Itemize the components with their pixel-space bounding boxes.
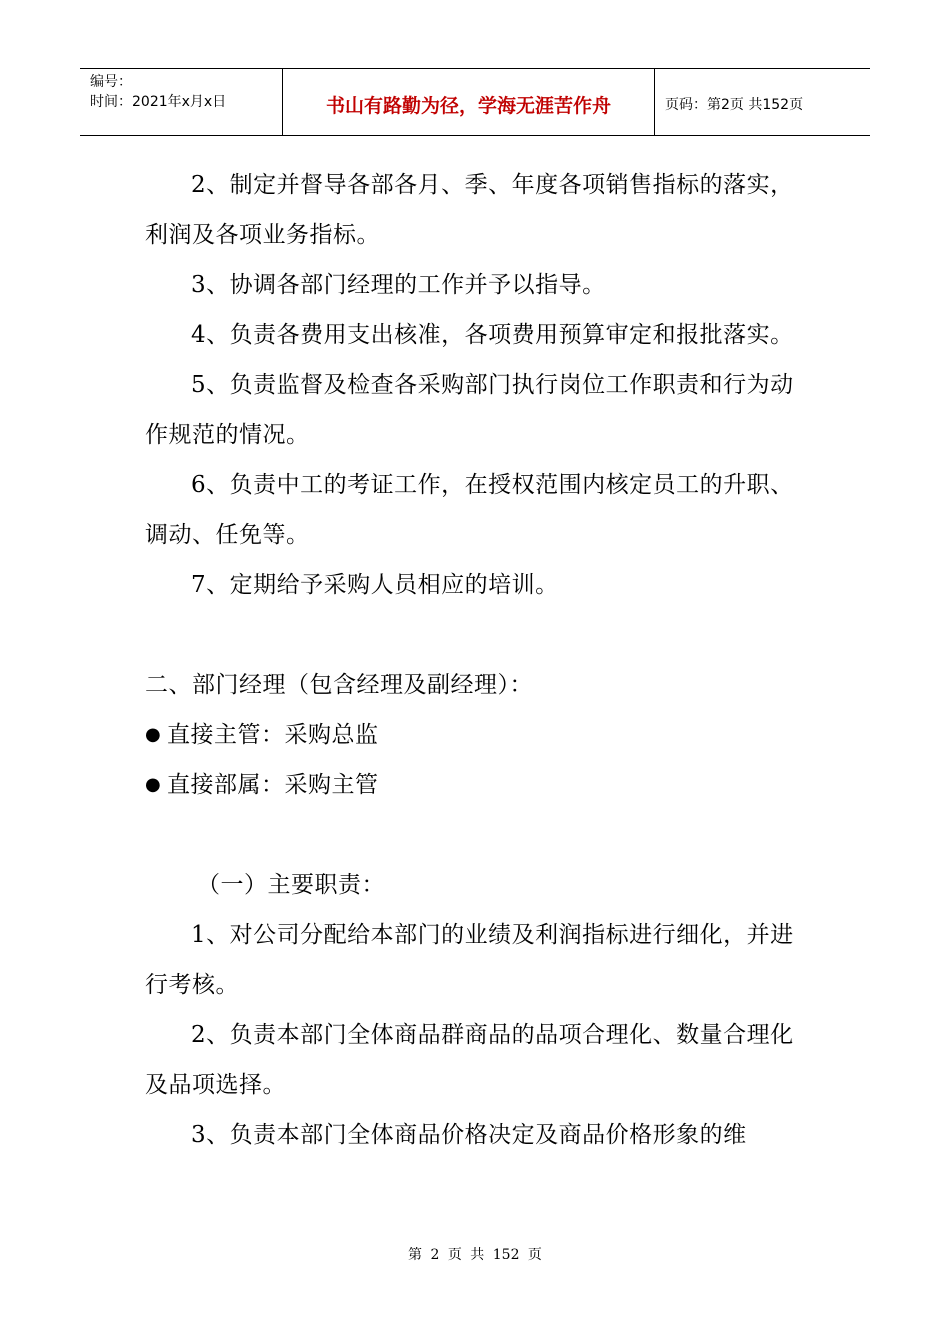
bullet-icon: ● [145,724,162,745]
section-title: 二、部门经理（包含经理及副经理）： [145,672,533,698]
bullet-text: 直接主管：采购总监 [167,722,379,748]
paragraph: 1、对公司分配给本部门的业绩及利润指标进行细化，并进行考核。 [145,922,794,998]
paragraph: 6、负责中工的考证工作，在授权范围内核定员工的升职、调动、任免等。 [145,472,794,548]
subsection-title: （一）主要职责： [197,872,385,898]
motto-text: 书山有路勤为径，学海无涯苦作舟 [325,94,611,117]
spacer [145,810,810,860]
spacer [145,610,810,660]
paragraph: 2、负责本部门全体商品群商品的品项合理化、数量合理化及品项选择。 [145,1022,794,1098]
paragraph: 3、协调各部门经理的工作并予以指导。 [191,272,606,298]
serial-number-label: 编号： [90,74,132,90]
paragraph: 4、负责各费用支出核准，各项费用预算审定和报批落实。 [191,322,794,348]
header-meta [80,69,282,135]
bullet-item [145,760,810,810]
header-page-info [655,69,870,135]
footer-page-number: 第 2 页 共 152 页 [408,1247,542,1263]
header-table [80,68,870,136]
page-footer [0,1244,950,1264]
paragraph: 7、定期给予采购人员相应的培训。 [191,572,559,598]
bullet-text: 直接部属：采购主管 [167,772,379,798]
document-body [145,160,810,1160]
bullet-icon: ● [145,774,162,795]
date-label: 时间：2021年x月x日 [90,94,227,110]
page-number-label: 页码：第2页 共152页 [665,97,804,113]
paragraph: 5、负责监督及检查各采购部门执行岗位工作职责和行为动作规范的情况。 [145,372,794,448]
header-motto [282,69,655,135]
paragraph: 3、负责本部门全体商品价格决定及商品价格形象的维 [191,1122,747,1148]
paragraph: 2、制定并督导各部各月、季、年度各项销售指标的落实，利润及各项业务指标。 [145,172,794,248]
bullet-item [145,710,810,760]
